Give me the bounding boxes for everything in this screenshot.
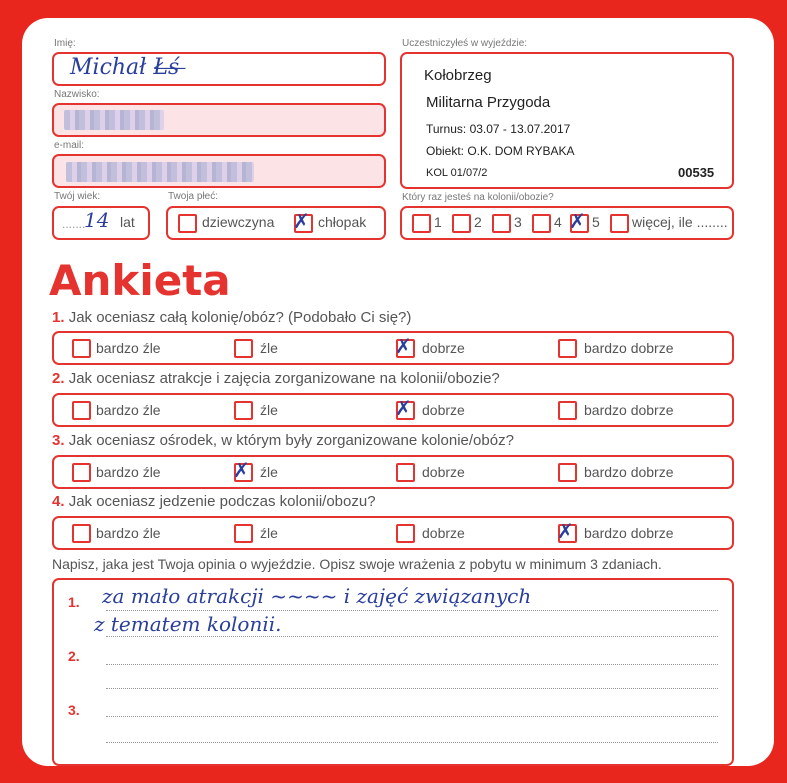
q1-option-label: bardzo dobrze — [584, 340, 674, 356]
checkmark-icon: ✗ — [293, 209, 310, 233]
trip-code: KOL 01/07/2 — [426, 167, 488, 179]
q3-checkbox-bardzo-dobrze[interactable] — [558, 463, 577, 482]
question-1-number: 1. — [52, 309, 65, 326]
times-field — [400, 206, 734, 240]
opinion-textarea[interactable] — [52, 578, 734, 766]
times-option-more: więcej, ile ........ — [632, 214, 728, 230]
times-checkbox-5[interactable] — [569, 209, 589, 233]
q3-checkbox-dobrze[interactable] — [396, 463, 415, 482]
q2-option-label: dobrze — [422, 402, 465, 418]
q2-checkbox-bardzo-zle[interactable] — [72, 401, 91, 420]
q4-option-label: bardzo dobrze — [584, 525, 674, 541]
times-option-3: 3 — [514, 214, 522, 230]
surname-redacted — [64, 110, 164, 130]
age-label: Twój wiek: — [54, 191, 101, 202]
gender-option-girl: dziewczyna — [202, 214, 275, 230]
checkmark-icon: ✗ — [233, 458, 250, 482]
times-option-1: 1 — [434, 214, 442, 230]
gender-option-boy: chłopak — [318, 214, 367, 230]
writing-line — [106, 664, 718, 665]
q3-option-label: bardzo źle — [96, 464, 161, 480]
question-1-text: Jak oceniasz całą kolonię/obóz? (Podobało Ci się?) — [68, 309, 412, 326]
opinion-line-number: 3. — [68, 702, 80, 718]
writing-line — [106, 688, 718, 689]
writing-line — [106, 636, 718, 637]
times-label: Który raz jesteś na kolonii/obozie? — [402, 192, 554, 203]
gender-checkbox-girl[interactable] — [178, 214, 197, 233]
times-checkbox-1[interactable] — [412, 214, 431, 233]
times-option-2: 2 — [474, 214, 482, 230]
q1-checkbox-zle[interactable] — [234, 339, 253, 358]
q4-option-label: źle — [260, 525, 278, 541]
times-option-4: 4 — [554, 214, 562, 230]
trip-info-box — [400, 52, 734, 189]
survey-title: Ankieta — [49, 256, 231, 305]
q4-checkbox-bardzo-zle[interactable] — [72, 524, 91, 543]
question-4-text: Jak oceniasz jedzenie podczas kolonii/obozu? — [68, 493, 376, 510]
gender-label: Twoja płeć: — [168, 191, 219, 202]
q1-option-label: dobrze — [422, 340, 465, 356]
writing-line — [106, 716, 718, 717]
q3-option-label: bardzo dobrze — [584, 464, 674, 480]
name-label: Imię: — [54, 38, 76, 49]
times-option-5: 5 — [592, 214, 600, 230]
q2-option-label: źle — [260, 402, 278, 418]
q2-checkbox-bardzo-dobrze[interactable] — [558, 401, 577, 420]
checkmark-icon: ✗ — [557, 519, 574, 543]
q3-checkbox-bardzo-zle[interactable] — [72, 463, 91, 482]
surname-field[interactable] — [52, 103, 386, 137]
question-3-options — [52, 455, 734, 489]
email-redacted — [66, 162, 254, 182]
q4-option-label: bardzo źle — [96, 525, 161, 541]
q1-checkbox-bardzo-dobrze[interactable] — [558, 339, 577, 358]
times-checkbox-more[interactable] — [610, 214, 629, 233]
age-dots: ....... — [62, 217, 86, 231]
times-checkbox-3[interactable] — [492, 214, 511, 233]
q1-checkbox-bardzo-zle[interactable] — [72, 339, 91, 358]
age-field[interactable] — [52, 206, 150, 240]
participant-label: Uczestniczyłeś w wyjeździe: — [402, 38, 528, 49]
email-field[interactable] — [52, 154, 386, 188]
q3-checkbox-zle[interactable] — [233, 458, 253, 482]
q1-option-label: bardzo źle — [96, 340, 161, 356]
question-2-number: 2. — [52, 370, 65, 387]
surname-label: Nazwisko: — [54, 89, 100, 100]
email-label: e-mail: — [54, 140, 85, 151]
q2-checkbox-zle[interactable] — [234, 401, 253, 420]
question-3 — [52, 432, 514, 449]
question-3-text: Jak oceniasz ośrodek, w którym były zorganizowane kolonie/obóz? — [68, 432, 514, 449]
trip-number: 00535 — [678, 165, 715, 180]
opinion-line-1: za mało atrakcji ~~~~ i zajęć związanych — [102, 584, 532, 608]
q4-checkbox-bardzo-dobrze[interactable] — [557, 519, 577, 543]
q1-option-label: źle — [260, 340, 278, 356]
checkmark-icon: ✗ — [569, 209, 586, 233]
survey-sheet — [22, 18, 774, 766]
checkmark-icon: ✗ — [395, 396, 412, 420]
trip-name: Militarna Przygoda — [426, 94, 551, 111]
writing-line — [106, 742, 718, 743]
question-2-text: Jak oceniasz atrakcje i zajęcia zorganizowane na kolonii/obozie? — [68, 370, 500, 387]
age-unit: lat — [120, 214, 135, 230]
question-1 — [52, 309, 411, 326]
q4-checkbox-zle[interactable] — [234, 524, 253, 543]
question-4 — [52, 493, 376, 510]
question-4-number: 4. — [52, 493, 65, 510]
question-3-number: 3. — [52, 432, 65, 449]
gender-field — [166, 206, 386, 240]
times-checkbox-2[interactable] — [452, 214, 471, 233]
q1-checkbox-dobrze[interactable] — [395, 334, 415, 358]
age-value: 14 — [84, 208, 110, 232]
trip-place: Kołobrzeg — [424, 67, 492, 84]
q4-option-label: dobrze — [422, 525, 465, 541]
q3-option-label: źle — [260, 464, 278, 480]
opinion-prompt: Napisz, jaka jest Twoja opinia o wyjeździe. Opisz swoje wrażenia z pobytu w minimum 3 zdaniach. — [52, 556, 662, 572]
question-2 — [52, 370, 500, 387]
trip-obiekt: Obiekt: O.K. DOM RYBAKA — [426, 144, 575, 158]
question-1-options — [52, 331, 734, 365]
name-field[interactable] — [52, 52, 386, 86]
opinion-line-number: 1. — [68, 594, 80, 610]
name-value: Michał Ł̶ś̶ ̶ — [70, 55, 187, 80]
q2-checkbox-dobrze[interactable] — [395, 396, 415, 420]
checkmark-icon: ✗ — [395, 334, 412, 358]
writing-line — [106, 610, 718, 611]
trip-turnus: Turnus: 03.07 - 13.07.2017 — [426, 122, 571, 136]
q3-option-label: dobrze — [422, 464, 465, 480]
times-checkbox-4[interactable] — [532, 214, 551, 233]
q4-checkbox-dobrze[interactable] — [396, 524, 415, 543]
q2-option-label: bardzo dobrze — [584, 402, 674, 418]
q2-option-label: bardzo źle — [96, 402, 161, 418]
gender-checkbox-boy[interactable] — [293, 209, 313, 233]
question-2-options — [52, 393, 734, 427]
opinion-line-number: 2. — [68, 648, 80, 664]
question-4-options — [52, 516, 734, 550]
opinion-line-2: z tematem kolonii. — [94, 612, 282, 636]
